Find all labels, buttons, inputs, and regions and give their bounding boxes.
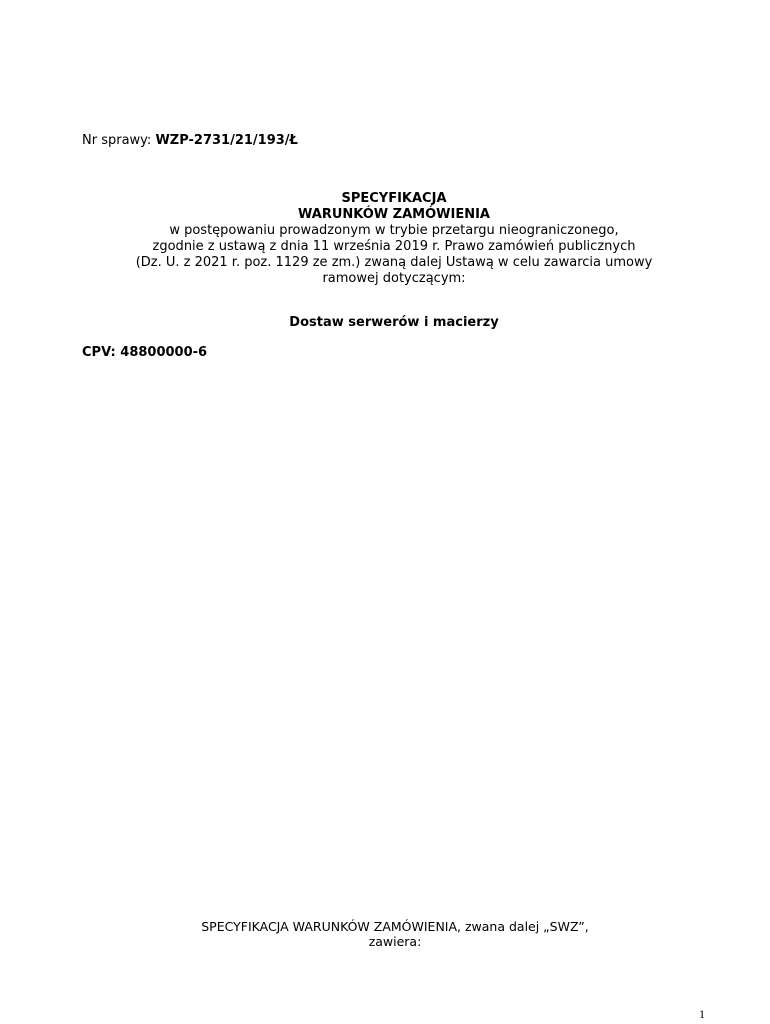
title-description-line-2: zgodnie z ustawą z dnia 11 września 2019 r. Prawo zamówień publicznych bbox=[152, 239, 636, 254]
title-description-line-1: w postępowaniu prowadzonym w trybie przetargu nieograniczonego, bbox=[169, 223, 619, 238]
title-description-line-4: ramowej dotyczącym: bbox=[322, 271, 466, 286]
document-title-line-2: WARUNKÓW ZAMÓWIENIA bbox=[298, 207, 490, 222]
case-number-value: WZP-2731/21/193/Ł bbox=[155, 133, 298, 148]
contents-intro-line-1: SPECYFIKACJA WARUNKÓW ZAMÓWIENIA, zwana dalej „SWZ”, bbox=[201, 919, 589, 934]
title-description-line-3: (Dz. U. z 2021 r. poz. 1129 ze zm.) zwaną dalej Ustawą w celu zawarcia umowy bbox=[135, 255, 653, 270]
contents-intro bbox=[180, 919, 610, 949]
page-number: 1 bbox=[699, 1007, 705, 1021]
case-number-line bbox=[82, 133, 298, 149]
contents-intro-line-2: zawiera: bbox=[368, 934, 422, 949]
case-number-label: Nr sprawy: bbox=[82, 133, 156, 148]
document-title-block bbox=[60, 191, 728, 287]
document-title-line-1: SPECYFIKACJA bbox=[341, 191, 447, 206]
cpv-code: CPV: 48800000-6 bbox=[82, 345, 208, 360]
procurement-subject: Dostaw serwerów i macierzy bbox=[289, 315, 499, 330]
